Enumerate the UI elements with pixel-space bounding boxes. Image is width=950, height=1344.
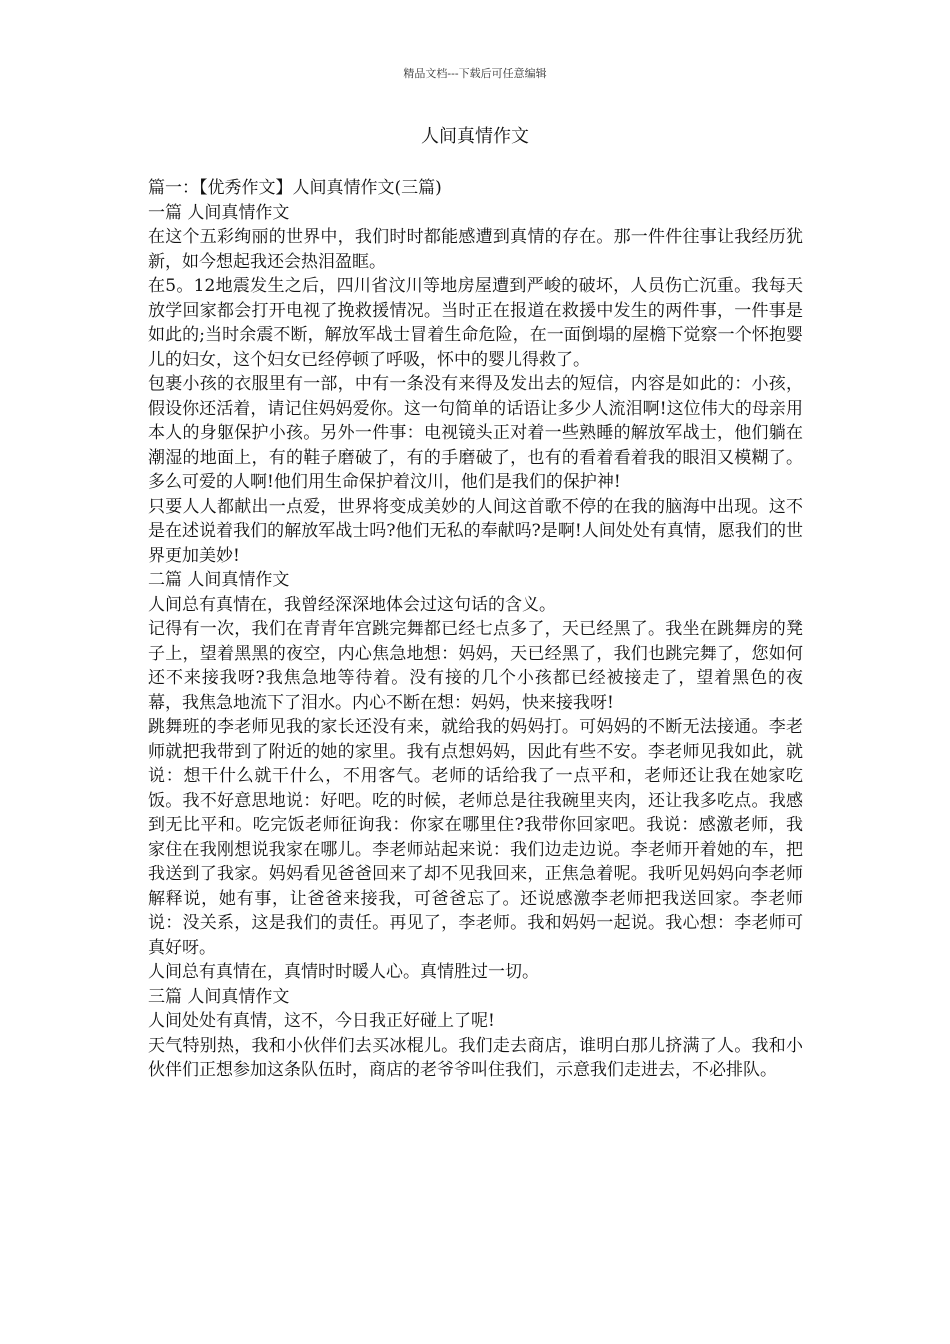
paragraph: 包裹小孩的衣服里有一部，中有一条没有来得及发出去的短信，内容是如此的：小孩，假设你还活着，请记住妈妈爱你。这一句简单的话语让多少人流泪啊!这位伟大的母亲用本人的身躯保护小孩。另外一件事：电视镜头正对着一些熟睡的解放军战士，他们躺在潮湿的地面上，有的鞋子磨破了，有的手磨破了，也有的看着看着我的眼泪又模糊了。多么可爱的人啊!他们用生命保护着汶川，他们是我们的保护神! <box>148 374 803 492</box>
paragraph: 在这个五彩绚丽的世界中，我们时时都能感遭到真情的存在。那一件件往事让我经历犹新，如今想起我还会热泪盈眶。 <box>148 227 803 272</box>
paragraph: 只要人人都献出一点爱，世界将变成美妙的人间这首歌不停的在我的脑海中出现。这不是在述说着我们的解放军战士吗?他们无私的奉献吗?是啊!人间处处有真情，愿我们的世界更加美妙! <box>148 496 803 566</box>
paragraph-source-heading: 篇一：【优秀作文】人间真情作文(三篇) <box>148 178 442 198</box>
document-title: 人间真情作文 <box>421 126 529 147</box>
document-body <box>148 176 803 1083</box>
section-heading-one: 一篇 人间真情作文 <box>148 202 290 223</box>
section-heading-two: 二篇 人间真情作文 <box>148 570 290 590</box>
paragraph: 天气特别热，我和小伙伴们去买冰棍儿。我们走去商店，谁明白那儿挤满了人。我和小伙伴们正想参加这条队伍时，商店的老爷爷叫住我们，示意我们走进去，不必排队。 <box>148 1035 803 1080</box>
paragraph: 人间处处有真情，这不，今日我正好碰上了呢! <box>148 1011 495 1031</box>
paragraph: 跳舞班的李老师见我的家长还没有来，就给我的妈妈打。可妈妈的不断无法接通。李老师就把我带到了附近的她的家里。我有点想妈妈，因此有些不安。李老师见我如此，就说：想干什么就干什么，不用客气。老师的话给我了一点平和，老师还让我在她家吃饭。我不好意思地说：好吧。吃的时候，老师总是往我碗里夹肉，还让我多吃点。我感到无比平和。吃完饭老师征询我：你家在哪里住?我带你回家吧。我说：感激老师，我家住在我刚想说我家在哪儿。李老师站起来说：我们边走边说。李老师开着她的车，把我送到了我家。妈妈看见爸爸回来了却不见我回来，正焦急着呢。我听见妈妈向李老师解释说，她有事，让爸爸来接我，可爸爸忘了。还说感激李老师把我送回家。李老师说：没关系，这是我们的责任。再见了，李老师。我和妈妈一起说。我心想：李老师可真好呀。 <box>148 717 803 958</box>
paragraph: 人间总有真情在，真情时时暖人心。真情胜过一切。 <box>148 962 539 982</box>
page-header-note: 精品文档---下载后可任意编辑 <box>403 67 547 80</box>
paragraph: 人间总有真情在，我曾经深深地体会过这句话的含义。 <box>148 594 556 615</box>
paragraph: 在5。12地震发生之后，四川省汶川等地房屋遭到严峻的破坏，人员伤亡沉重。我每天放学回家都会打开电视了挽救援情况。当时正在报道在救援中发生的两件事，一件事是如此的;当时余震不断，解放军战士冒着生命危险，在一面倒塌的屋檐下觉察一个怀抱婴儿的妇女，这个妇女已经停顿了呼吸，怀中的婴儿得救了。 <box>148 276 803 370</box>
section-heading-three: 三篇 人间真情作文 <box>148 986 290 1007</box>
paragraph: 记得有一次，我们在青青年宫跳完舞都已经七点多了，天已经黑了。我坐在跳舞房的凳子上，望着黑黑的夜空，内心焦急地想：妈妈，天已经黑了，我们也跳完舞了，您如何还不来接我呀?我焦急地等待着。没有接的几个小孩都已经被接走了，望着黑色的夜幕，我焦急地流下了泪水。内心不断在想：妈妈，快来接我呀! <box>148 619 803 713</box>
